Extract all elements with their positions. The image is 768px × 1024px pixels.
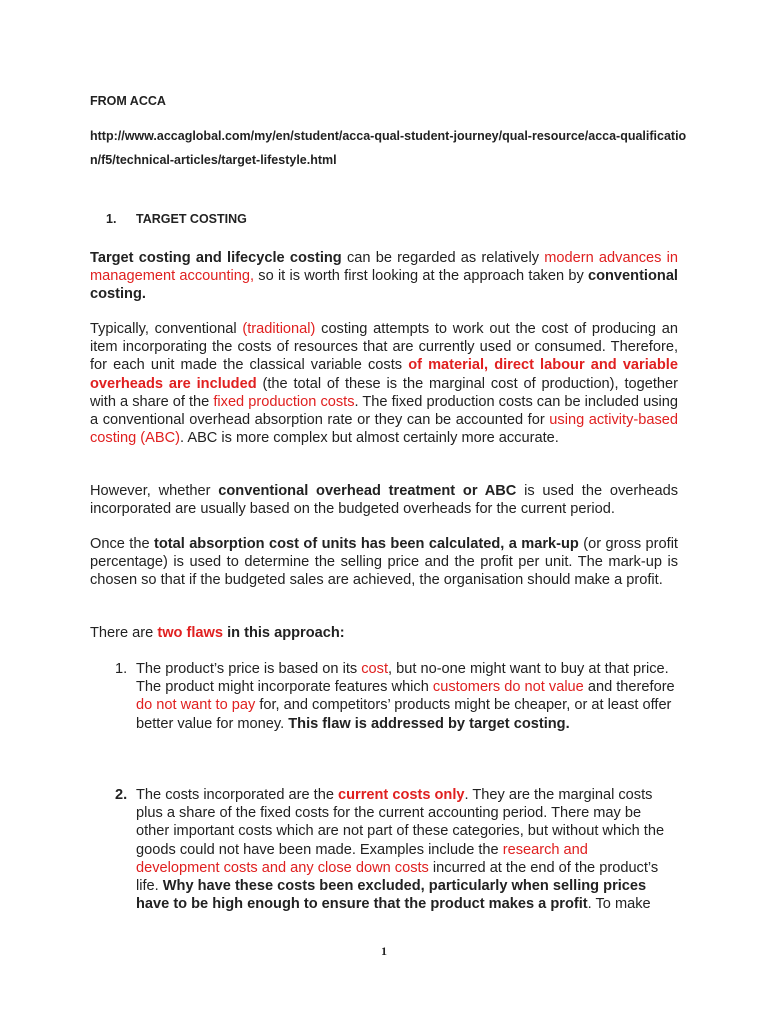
text-run: . ABC is more complex but almost certainly more accurate.: [180, 430, 559, 447]
text-run: Typically, conventional: [90, 321, 243, 337]
text-run: . The fixed production costs can be included using a conventional overhead absorption rate or they can be accounted for: [90, 393, 678, 429]
highlight-run: (traditional): [242, 321, 316, 337]
text-run: conventional costing.: [90, 268, 678, 303]
highlight-run: current costs only: [338, 787, 465, 803]
text-run: . To make: [587, 896, 651, 913]
text-run: incurred at the end of the product’s life.: [136, 859, 659, 895]
paragraph-intro: [90, 249, 678, 304]
text-run: Once the: [90, 536, 154, 552]
text-run: There are: [90, 625, 158, 641]
text-run: (the total of these is the marginal cost of production), together with a share of the: [90, 375, 678, 410]
highlight-run: research and development costs and any close down costs: [136, 841, 588, 876]
highlight-run: using activity-based costing (ABC): [90, 412, 678, 447]
list-item: [115, 786, 675, 913]
source-label: FROM ACCA: [90, 94, 166, 108]
paragraph-conventional: [90, 320, 678, 447]
text-run: . They are the marginal costs plus a share of the fixed costs for the current accounting period. There may be other important costs which are not part of these categories, but without which the goods could not have been made. Examples include the: [136, 787, 665, 858]
section-heading: [106, 212, 247, 226]
page-number: 1: [381, 944, 387, 958]
highlight-run: cost: [361, 661, 389, 677]
highlight-run: modern advances in management accounting,: [90, 250, 678, 285]
text-run: is used the overheads incorporated are usually based on the budgeted overheads for the current period.: [90, 483, 679, 518]
text-run: total absorption cost of units has been calculated, a mark-up: [153, 536, 579, 552]
paragraph-overheads: [90, 482, 678, 518]
text-run: can be regarded as relatively: [341, 250, 545, 266]
list-marker: 2.: [115, 787, 128, 803]
section-title: TARGET COSTING: [136, 212, 247, 226]
text-run: This flaw is addressed by target costing.: [288, 715, 570, 732]
text-run: costing attempts to work out the cost of producing an item incorporating the costs of resources that are currently used or consumed. Therefore, for each unit made the classical variable costs: [90, 321, 678, 374]
highlight-run: customers do not value: [432, 679, 584, 696]
paragraph-markup: [90, 535, 678, 590]
list-item: [115, 660, 675, 733]
text-run: The costs incorporated are the: [136, 787, 338, 803]
highlight-run: of material, direct labour and variable overheads are included: [90, 357, 678, 392]
text-run: The product’s price is based on its: [136, 661, 362, 677]
text-run: so it is worth first looking at the approach taken by: [254, 268, 588, 285]
highlight-run: two flaws: [157, 625, 224, 641]
highlight-run: fixed production costs: [213, 393, 355, 410]
list-marker: 1.: [115, 661, 128, 677]
highlight-run: do not want to pay: [136, 697, 256, 714]
text-run: , but no-one might want to buy at that price. The product might incorporate features which: [136, 661, 669, 696]
text-run: and therefore: [583, 679, 675, 696]
section-number: 1.: [106, 212, 117, 226]
text-run: for, and competitors’ products might be cheaper, or at least offer better value for money.: [136, 697, 672, 732]
text-run: However, whether: [90, 483, 219, 499]
text-run: conventional overhead treatment or ABC: [218, 483, 517, 499]
source-url: http://www.accaglobal.com/my/en/student/acca-qual-student-journey/qual-resource/acca-qualification/f5/technical-articles/target-lifestyle.html: [90, 129, 687, 167]
text-run: Why have these costs been excluded, particularly when selling prices have to be high enough to ensure that the product makes a profit: [136, 878, 647, 913]
paragraph-flaws: [90, 624, 678, 642]
text-run: (or gross profit percentage) is used to determine the selling price and the profit per unit. The mark-up is chosen so that if the budgeted sales are achieved, the organisation should make a profit.: [90, 536, 678, 589]
text-run: in this approach:: [223, 625, 345, 641]
text-run: Target costing and lifecycle costing: [90, 250, 342, 266]
